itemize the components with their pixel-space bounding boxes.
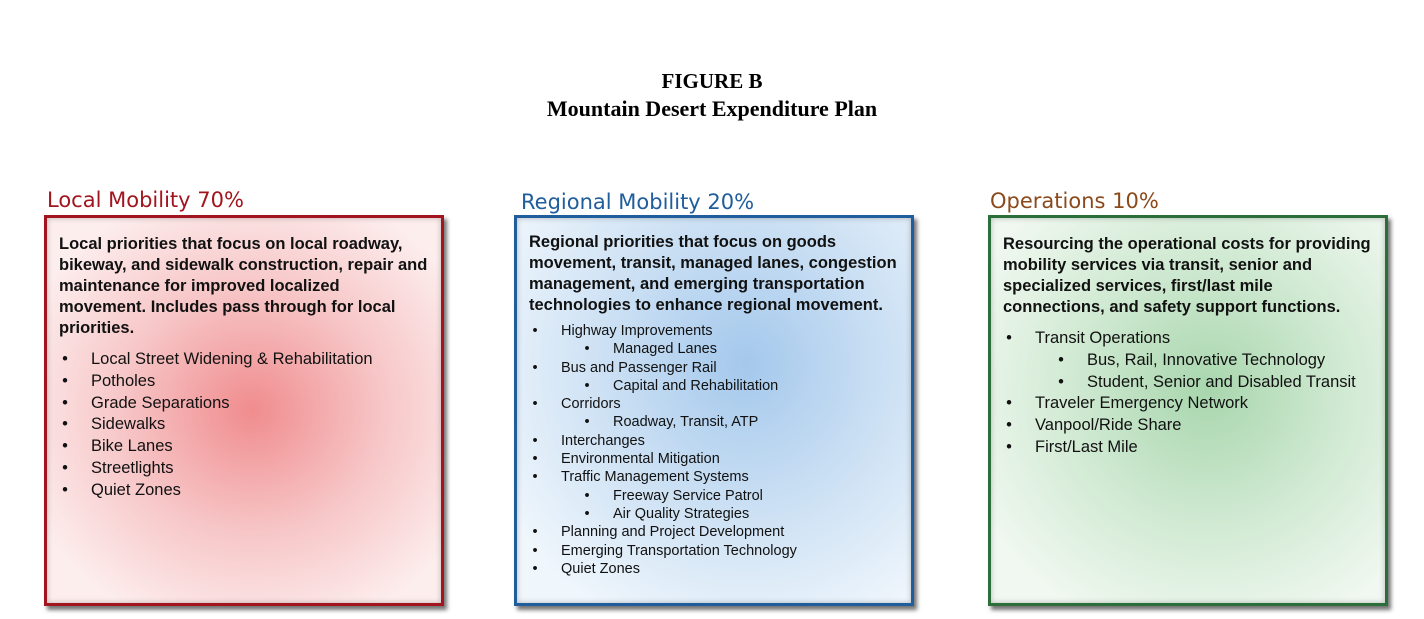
bullet-icon: •	[532, 359, 538, 376]
list-item	[529, 432, 899, 450]
bullet-icon: •	[532, 432, 538, 449]
list-item-text: Traveler Emergency Network	[1035, 394, 1249, 413]
bullet-icon: •	[62, 415, 68, 434]
list-item	[529, 523, 899, 541]
bullet-icon: •	[532, 524, 538, 541]
bullet-icon: •	[532, 560, 538, 577]
bullet-icon: •	[532, 323, 538, 339]
figure-title: Mountain Desert Expenditure Plan	[546, 96, 878, 121]
sub-list-item	[1003, 372, 1373, 394]
list-item-text: Sidewalks	[91, 415, 166, 434]
list-item	[1003, 415, 1373, 437]
regional-mobility-list	[529, 322, 899, 578]
local-mobility-description: Local priorities that focus on local roadway, bikeway, and sidewalk construction, repair and maintenance for improved localized movement. Includes pass through for local priorities.	[59, 235, 428, 337]
list-item	[59, 393, 429, 415]
list-item-text: Traffic Management Systems	[561, 469, 749, 486]
list-item	[1003, 437, 1373, 459]
list-item-text: First/Last Mile	[1035, 437, 1138, 456]
bullet-icon: •	[62, 350, 68, 368]
bullet-icon: •	[584, 505, 590, 522]
list-item	[59, 349, 429, 371]
bullet-icon: •	[1006, 329, 1012, 347]
bullet-icon: •	[584, 341, 590, 358]
list-item	[529, 542, 899, 560]
operations-list	[1003, 328, 1373, 459]
list-item	[59, 436, 429, 458]
list-item-text: Quiet Zones	[91, 480, 181, 499]
list-item-text: Vanpool/Ride Share	[1035, 416, 1182, 435]
list-item	[1003, 393, 1373, 415]
bullet-icon: •	[62, 480, 68, 499]
sub-list-item	[529, 487, 899, 505]
figure-label: FIGURE B	[661, 69, 763, 93]
sub-list-item	[529, 377, 899, 395]
list-item	[529, 450, 899, 468]
list-item	[529, 322, 899, 340]
list-item-text: Roadway, Transit, ATP	[613, 414, 759, 431]
list-item-text: Highway Improvements	[561, 323, 713, 339]
list-item-text: Managed Lanes	[613, 341, 717, 358]
list-item	[529, 468, 899, 486]
operations-heading: Operations 10%	[990, 189, 1159, 213]
local-mobility-heading: Local Mobility 70%	[47, 188, 244, 212]
list-item-text: Local Street Widening & Rehabilitation	[91, 350, 373, 368]
bullet-icon: •	[62, 393, 68, 412]
operations-box	[988, 215, 1388, 606]
list-item-text: Student, Senior and Disabled Transit	[1087, 372, 1356, 391]
list-item-text: Corridors	[561, 396, 621, 413]
list-item	[529, 395, 899, 413]
list-item-text: Bus, Rail, Innovative Technology	[1087, 350, 1326, 369]
sub-list-item	[529, 505, 899, 523]
list-item-text: Quiet Zones	[561, 560, 640, 577]
bullet-icon: •	[584, 414, 590, 431]
list-item-text: Environmental Mitigation	[561, 451, 720, 468]
list-item	[529, 560, 899, 578]
bullet-icon: •	[62, 371, 68, 390]
bullet-icon: •	[1058, 350, 1064, 369]
regional-mobility-description: Regional priorities that focus on goods movement, transit, managed lanes, congestion management, and emerging transportation technologies to enhance regional movement.	[529, 233, 897, 314]
operations-description: Resourcing the operational costs for providing mobility services via transit, senior and specialized services, first/last mile connections, and safety support functions.	[1003, 235, 1371, 316]
bullet-icon: •	[532, 469, 538, 486]
list-item-text: Freeway Service Patrol	[613, 487, 763, 504]
bullet-icon: •	[1006, 394, 1012, 413]
list-item-text: Streetlights	[91, 458, 174, 477]
bullet-icon: •	[1058, 372, 1064, 391]
bullet-icon: •	[532, 451, 538, 468]
list-item-text: Emerging Transportation Technology	[561, 542, 797, 559]
bullet-icon: •	[532, 396, 538, 413]
local-mobility-list	[59, 349, 429, 502]
bullet-icon: •	[62, 458, 68, 477]
regional-mobility-box	[514, 215, 914, 606]
list-item	[59, 371, 429, 393]
bullet-icon: •	[1006, 437, 1012, 456]
list-item-text: Transit Operations	[1035, 329, 1171, 347]
sub-list-item	[529, 413, 899, 431]
list-item-text: Interchanges	[561, 432, 645, 449]
bullet-icon: •	[584, 377, 590, 394]
list-item	[529, 359, 899, 377]
local-mobility-box	[44, 215, 444, 606]
list-item	[59, 414, 429, 436]
list-item	[1003, 328, 1373, 350]
list-item-text: Bike Lanes	[91, 437, 173, 456]
list-item-text: Grade Separations	[91, 393, 230, 412]
bullet-icon: •	[584, 487, 590, 504]
list-item-text: Bus and Passenger Rail	[561, 359, 717, 376]
list-item-text: Air Quality Strategies	[613, 505, 750, 522]
sub-list-item	[529, 340, 899, 358]
figure-title-block	[0, 68, 1424, 123]
bullet-icon: •	[62, 437, 68, 456]
sub-list-item	[1003, 350, 1373, 372]
bullet-icon: •	[532, 542, 538, 559]
regional-mobility-heading: Regional Mobility 20%	[521, 190, 755, 214]
list-item-text: Capital and Rehabilitation	[613, 377, 779, 394]
list-item-text: Potholes	[91, 371, 156, 390]
list-item-text: Planning and Project Development	[561, 524, 785, 541]
list-item	[59, 458, 429, 480]
bullet-icon: •	[1006, 416, 1012, 435]
list-item	[59, 480, 429, 502]
